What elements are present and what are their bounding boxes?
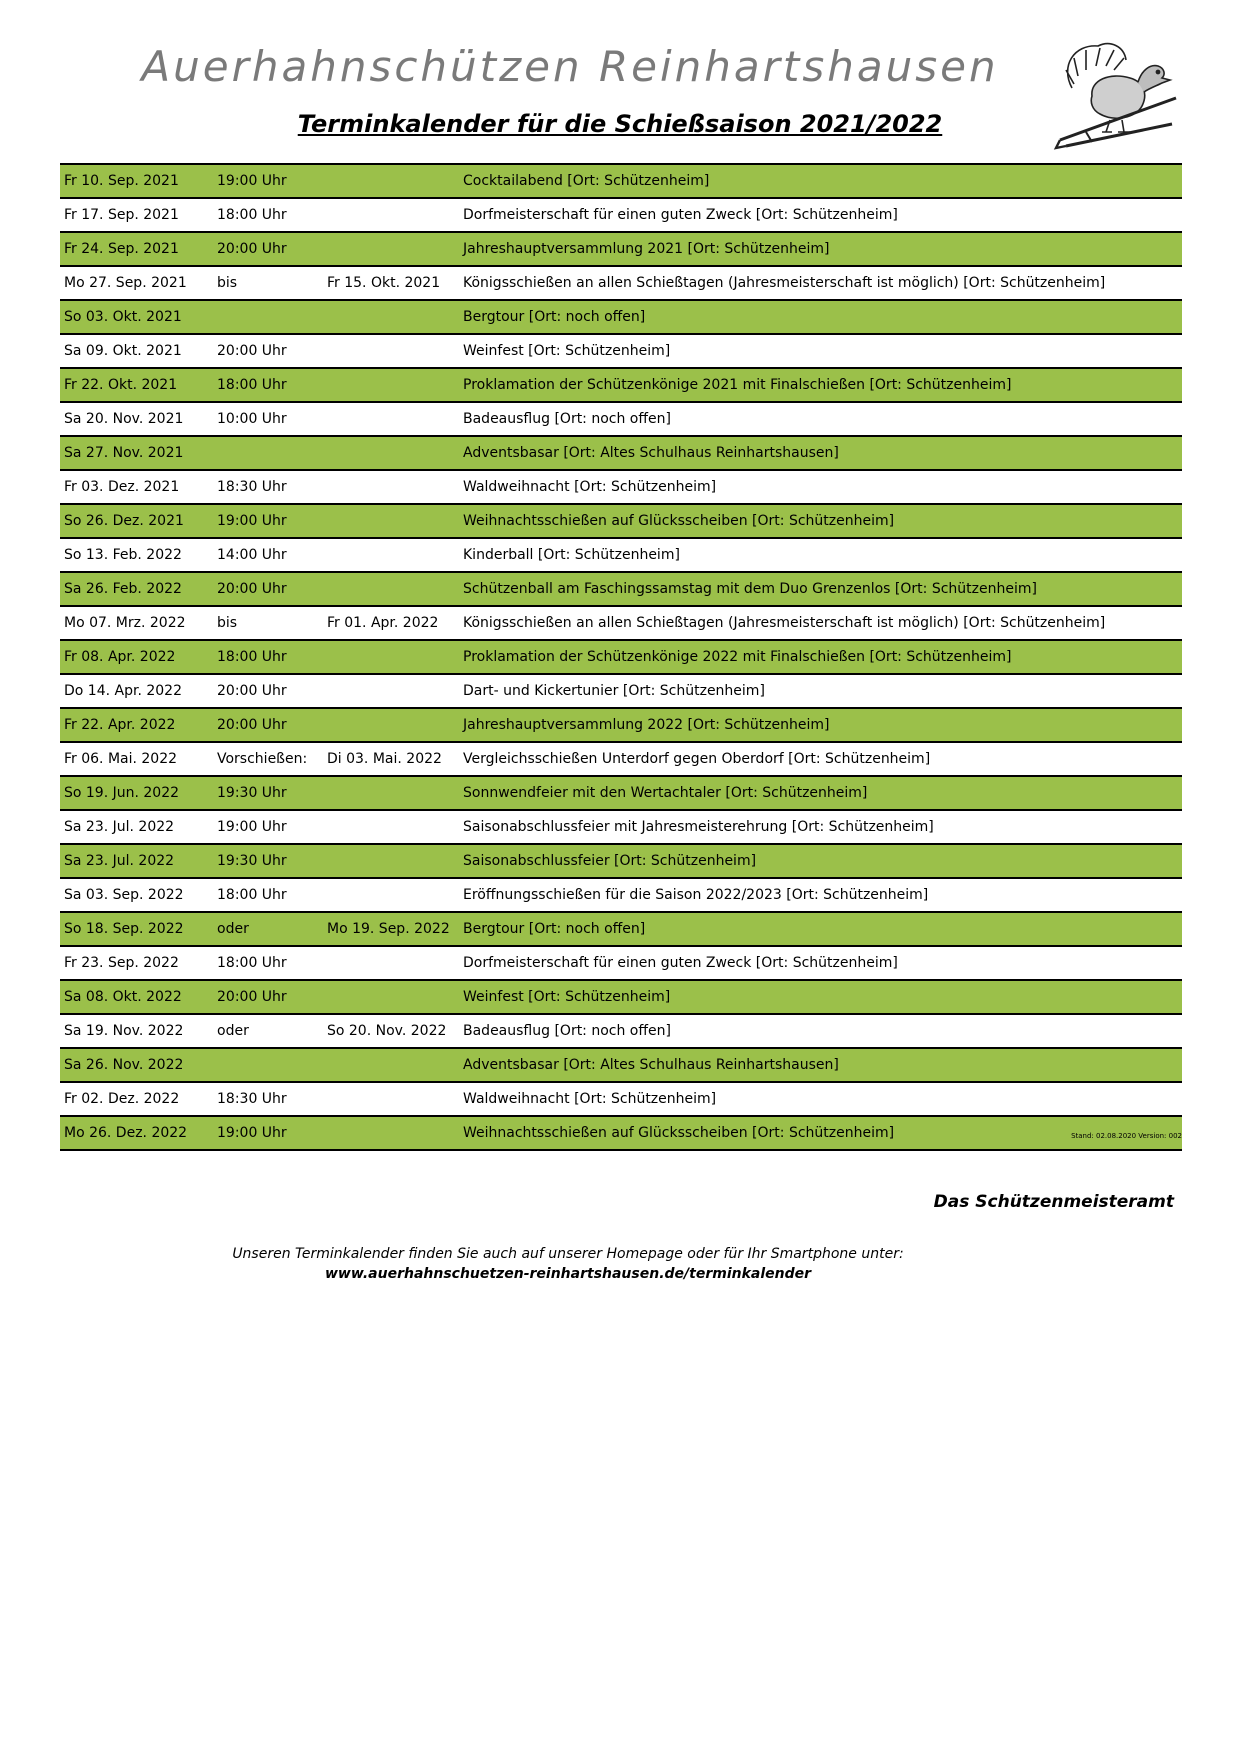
event-time: 20:00 Uhr: [217, 581, 287, 597]
event-time: 20:00 Uhr: [217, 717, 287, 733]
event-date: Fr 10. Sep. 2021: [64, 173, 179, 189]
event-description: Weihnachtsschießen auf Glücksscheiben [Ort: Schützenheim]: [463, 1125, 895, 1141]
event-description: Weihnachtsschießen auf Glücksscheiben [Ort: Schützenheim]: [463, 513, 895, 529]
event-time: 18:00 Uhr: [217, 955, 287, 971]
event-description: Dorfmeisterschaft für einen guten Zweck [Ort: Schützenheim]: [463, 955, 898, 971]
table-row: [60, 301, 1182, 335]
table-row: [60, 267, 1182, 301]
event-date: Sa 19. Nov. 2022: [64, 1023, 184, 1039]
event-date: Fr 08. Apr. 2022: [64, 649, 176, 665]
event-time: 18:30 Uhr: [217, 1091, 287, 1107]
table-row: [60, 845, 1182, 879]
event-date: Fr 17. Sep. 2021: [64, 207, 179, 223]
event-description: Cocktailabend [Ort: Schützenheim]: [463, 173, 710, 189]
event-time: oder: [217, 1023, 249, 1039]
event-description: Weinfest [Ort: Schützenheim]: [463, 343, 671, 359]
event-time: bis: [217, 275, 238, 291]
table-row: [60, 675, 1182, 709]
event-description: Proklamation der Schützenkönige 2022 mit Finalschießen [Ort: Schützenheim]: [463, 649, 1012, 665]
event-date: So 18. Sep. 2022: [64, 921, 184, 937]
event-description: Waldweihnacht [Ort: Schützenheim]: [463, 1091, 717, 1107]
events-table: [60, 163, 1182, 1151]
event-description: Adventsbasar [Ort: Altes Schulhaus Reinhartshausen]: [463, 445, 839, 461]
event-date: So 13. Feb. 2022: [64, 547, 182, 563]
event-description: Saisonabschlussfeier mit Jahresmeisterehrung [Ort: Schützenheim]: [463, 819, 934, 835]
event-description: Badeausflug [Ort: noch offen]: [463, 411, 671, 427]
event-time: 20:00 Uhr: [217, 683, 287, 699]
table-row: [60, 1049, 1182, 1083]
event-date: Fr 02. Dez. 2022: [64, 1091, 180, 1107]
table-row: [60, 641, 1182, 675]
table-row: [60, 199, 1182, 233]
table-row: [60, 947, 1182, 981]
event-time: 20:00 Uhr: [217, 241, 287, 257]
table-row: [60, 437, 1182, 471]
event-time: 19:00 Uhr: [217, 819, 287, 835]
event-time: 10:00 Uhr: [217, 411, 287, 427]
event-date: Sa 09. Okt. 2021: [64, 343, 182, 359]
table-row: [60, 811, 1182, 845]
event-date: Fr 23. Sep. 2022: [64, 955, 179, 971]
event-date: Fr 03. Dez. 2021: [64, 479, 180, 495]
event-description: Jahreshauptversammlung 2021 [Ort: Schützenheim]: [463, 241, 830, 257]
event-description: Sonnwendfeier mit den Wertachtaler [Ort: Schützenheim]: [463, 785, 868, 801]
event-time: 18:30 Uhr: [217, 479, 287, 495]
event-date: Sa 20. Nov. 2021: [64, 411, 184, 427]
event-end-date: Di 03. Mai. 2022: [327, 751, 442, 767]
event-time: 18:00 Uhr: [217, 207, 287, 223]
version-stamp: Stand: 02.08.2020 Version: 002: [1071, 1132, 1182, 1140]
event-end-date: Fr 15. Okt. 2021: [327, 275, 441, 291]
event-description: Proklamation der Schützenkönige 2021 mit Finalschießen [Ort: Schützenheim]: [463, 377, 1012, 393]
event-date: Sa 23. Jul. 2022: [64, 819, 175, 835]
event-date: Sa 27. Nov. 2021: [64, 445, 184, 461]
event-time: 18:00 Uhr: [217, 377, 287, 393]
table-row: [60, 1015, 1182, 1049]
table-row: [60, 981, 1182, 1015]
event-description: Vergleichsschießen Unterdorf gegen Oberdorf [Ort: Schützenheim]: [463, 751, 931, 767]
table-row: [60, 573, 1182, 607]
table-row: [60, 777, 1182, 811]
event-end-date: Fr 01. Apr. 2022: [327, 615, 439, 631]
event-date: Fr 24. Sep. 2021: [64, 241, 179, 257]
table-row: [60, 879, 1182, 913]
table-row: [60, 607, 1182, 641]
event-description: Dorfmeisterschaft für einen guten Zweck [Ort: Schützenheim]: [463, 207, 898, 223]
event-description: Eröffnungsschießen für die Saison 2022/2023 [Ort: Schützenheim]: [463, 887, 929, 903]
capercaillie-with-rifles-icon: [1052, 36, 1182, 154]
event-time: 19:30 Uhr: [217, 853, 287, 869]
event-time: bis: [217, 615, 238, 631]
event-time: 18:00 Uhr: [217, 887, 287, 903]
homepage-note: [0, 1244, 1136, 1284]
event-description: Dart- und Kickertunier [Ort: Schützenheim]: [463, 683, 765, 699]
event-description: Waldweihnacht [Ort: Schützenheim]: [463, 479, 717, 495]
event-date: Sa 26. Feb. 2022: [64, 581, 182, 597]
page-title: Terminkalender für die Schießsaison 2021/2022: [297, 110, 943, 138]
homepage-note-text: Unseren Terminkalender finden Sie auch auf unserer Homepage oder für Ihr Smartphone unter:: [232, 1246, 904, 1262]
table-row: [60, 913, 1182, 947]
event-date: Sa 03. Sep. 2022: [64, 887, 184, 903]
event-time: Vorschießen:: [217, 751, 308, 767]
event-time: 19:30 Uhr: [217, 785, 287, 801]
event-time: 20:00 Uhr: [217, 343, 287, 359]
event-date: So 26. Dez. 2021: [64, 513, 184, 529]
table-row: [60, 709, 1182, 743]
event-description: Bergtour [Ort: noch offen]: [463, 309, 646, 325]
event-time: 19:00 Uhr: [217, 173, 287, 189]
table-row: [60, 539, 1182, 573]
table-row: [60, 743, 1182, 777]
event-date: Fr 06. Mai. 2022: [64, 751, 178, 767]
table-row: [60, 471, 1182, 505]
event-description: Weinfest [Ort: Schützenheim]: [463, 989, 671, 1005]
event-time: 14:00 Uhr: [217, 547, 287, 563]
table-row: [60, 403, 1182, 437]
event-time: 19:00 Uhr: [217, 513, 287, 529]
table-row: [60, 1083, 1182, 1117]
event-description: Saisonabschlussfeier [Ort: Schützenheim]: [463, 853, 757, 869]
event-date: So 03. Okt. 2021: [64, 309, 182, 325]
event-date: Fr 22. Okt. 2021: [64, 377, 178, 393]
table-row: [60, 233, 1182, 267]
table-row: [60, 369, 1182, 403]
event-date: So 19. Jun. 2022: [64, 785, 180, 801]
homepage-link[interactable]: www.auerhahnschuetzen-reinhartshausen.de/terminkalender: [324, 1266, 812, 1282]
event-description: Königsschießen an allen Schießtagen (Jahresmeisterschaft ist möglich) [Ort: Schützenheim]: [463, 275, 1106, 291]
event-date: Mo 27. Sep. 2021: [64, 275, 187, 291]
signature: Das Schützenmeisteramt: [933, 1192, 1174, 1212]
event-description: Badeausflug [Ort: noch offen]: [463, 1023, 671, 1039]
event-description: Königsschießen an allen Schießtagen (Jahresmeisterschaft ist möglich) [Ort: Schützenheim]: [463, 615, 1106, 631]
event-date: Fr 22. Apr. 2022: [64, 717, 176, 733]
event-description: Kinderball [Ort: Schützenheim]: [463, 547, 680, 563]
event-date: Sa 26. Nov. 2022: [64, 1057, 184, 1073]
event-time: 20:00 Uhr: [217, 989, 287, 1005]
event-description: Adventsbasar [Ort: Altes Schulhaus Reinhartshausen]: [463, 1057, 839, 1073]
event-time: 18:00 Uhr: [217, 649, 287, 665]
event-date: Sa 23. Jul. 2022: [64, 853, 175, 869]
event-description: Jahreshauptversammlung 2022 [Ort: Schützenheim]: [463, 717, 830, 733]
event-end-date: Mo 19. Sep. 2022: [327, 921, 450, 937]
event-date: Mo 26. Dez. 2022: [64, 1125, 188, 1141]
event-description: Schützenball am Faschingssamstag mit dem Duo Grenzenlos [Ort: Schützenheim]: [463, 581, 1037, 597]
event-date: Sa 08. Okt. 2022: [64, 989, 182, 1005]
club-name: Auerhahnschützen Reinhartshausen: [141, 42, 999, 91]
event-date: Mo 07. Mrz. 2022: [64, 615, 186, 631]
event-time: 19:00 Uhr: [217, 1125, 287, 1141]
table-row: [60, 335, 1182, 369]
event-date: Do 14. Apr. 2022: [64, 683, 182, 699]
event-description: Bergtour [Ort: noch offen]: [463, 921, 646, 937]
table-row: [60, 165, 1182, 199]
event-time: oder: [217, 921, 249, 937]
table-row: [60, 505, 1182, 539]
event-end-date: So 20. Nov. 2022: [327, 1023, 447, 1039]
